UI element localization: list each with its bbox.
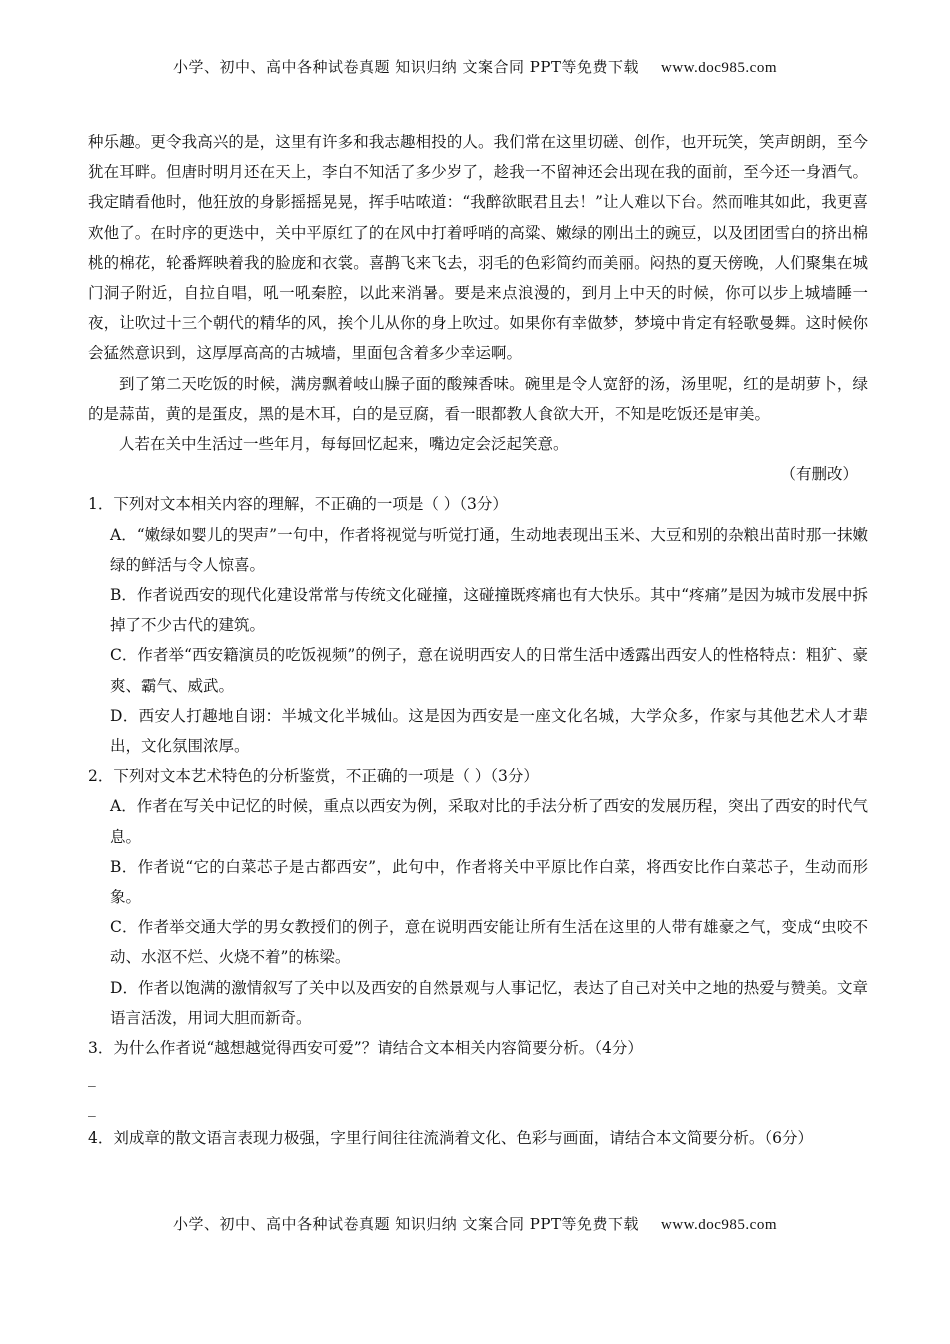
- question-2-option-c: C．作者举交通大学的男女教授们的例子，意在说明西安能让所有生活在这里的人带有雄豪之气，变成“虫咬不动、水沤不烂、火烧不着”的栋梁。: [110, 918, 868, 967]
- header-url[interactable]: www.doc985.com: [660, 60, 777, 76]
- question-1-stem: 1．下列对文本相关内容的理解，不正确的一项是（ ）（3分）: [88, 495, 508, 514]
- question-1-option-b: B．作者说西安的现代化建设常常与传统文化碰撞，这碰撞既疼痛也有大快乐。其中“疼痛”是因为城市发展中拆掉了不少古代的建筑。: [110, 586, 868, 635]
- question-2-option-b: B．作者说“它的白菜芯子是古都西安”，此句中，作者将关中平原比作白菜，将西安比作白菜芯子，生动而形象。: [110, 857, 868, 907]
- page-header: [0, 56, 950, 77]
- footer-text: 小学、初中、高中各种试卷真题 知识归纳 文案合同 PPT等免费下载: [172, 1215, 639, 1233]
- page-footer: [0, 1213, 950, 1234]
- answer-blank-2: _: [88, 1099, 96, 1118]
- question-3-stem: 3．为什么作者说“越想越觉得西安可爱”？请结合文本相关内容简要分析。（4分）: [88, 1039, 643, 1058]
- answer-blank-1: _: [88, 1069, 96, 1088]
- question-4-stem: 4．刘成章的散文语言表现力极强，字里行间往往流淌着文化、色彩与画面，请结合本文简要分析。（6分）: [88, 1129, 813, 1148]
- footer-url[interactable]: www.doc985.com: [660, 1217, 777, 1233]
- passage-paragraph-2: 到了第二天吃饭的时候，满房飘着岐山臊子面的酸辣香味。碗里是令人宽舒的汤，汤里呢，红的是胡萝卜，绿的是蒜苗，黄的是蛋皮，黑的是木耳，白的是豆腐，看一眼都教人食欲大开，不知是吃饭还是审美。: [88, 374, 868, 423]
- passage-paragraph-1: 种乐趣。更令我高兴的是，这里有许多和我志趣相投的人。我们常在这里切磋、创作，也开玩笑，笑声朗朗，至今犹在耳畔。但唐时明月还在天上，李白不知活了多少岁了，趁我一不留神还会出现在我的面前，至今还一身酒气。我定睛看他时，他狂放的身影摇摇晃晃，挥手咕哝道：“我醉欲眠君且去！”让人难以下台。然而唯其如此，我更喜欢他了。在时序的更迭中，关中平原红了的在风中打着呼哨的高粱、嫩绿的刚出土的豌豆，以及团团雪白的挤出棉桃的棉花，轮番辉映着我的脸庞和衣裳。喜鹊飞来飞去，羽毛的色彩简约而美丽。闷热的夏天傍晚，人们聚集在城门洞子附近，自拉自唱，吼一吼秦腔，以此来消暑。要是来点浪漫的，到月上中天的时候，你可以步上城墙睡一夜，让吹过十三个朝代的精华的风，挨个儿从你的身上吹过。如果你有幸做梦，梦境中肯定有轻歌曼舞。这时候你会猛然意识到，这厚厚高高的古城墙，里面包含着多少幸运啊。: [88, 133, 868, 363]
- question-1-option-c: C．作者举“西安籍演员的吃饭视频”的例子，意在说明西安人的日常生活中透露出西安人的性格特点：粗犷、豪爽、霸气、威武。: [110, 646, 868, 695]
- question-2-stem: 2．下列对文本艺术特色的分析鉴赏，不正确的一项是（ ）（3分）: [88, 767, 539, 786]
- document-body: [88, 127, 868, 1154]
- question-2-option-a: A．作者在写关中记忆的时候，重点以西安为例，采取对比的手法分析了西安的发展历程，突出了西安的时代气息。: [110, 797, 868, 846]
- passage-paragraph-3: 人若在关中生活过一些年月，每每回忆起来，嘴边定会泛起笑意。: [119, 435, 569, 454]
- question-1-option-d: D．西安人打趣地自诩：半城文化半城仙。这是因为西安是一座文化名城，大学众多，作家与其他艺术人才辈出，文化氛围浓厚。: [110, 706, 868, 756]
- source-note: （有删改）: [780, 465, 858, 484]
- header-text: 小学、初中、高中各种试卷真题 知识归纳 文案合同 PPT等免费下载: [172, 58, 639, 76]
- question-2-option-d: D．作者以饱满的激情叙写了关中以及西安的自然景观与人事记忆，表达了自己对关中之地的热爱与赞美。文章语言活泼，用词大胆而新奇。: [110, 978, 868, 1027]
- question-1-option-a: A．“嫩绿如婴儿的哭声”一句中，作者将视觉与听觉打通，生动地表现出玉米、大豆和别的杂粮出苗时那一抹嫩绿的鲜活与令人惊喜。: [110, 525, 868, 574]
